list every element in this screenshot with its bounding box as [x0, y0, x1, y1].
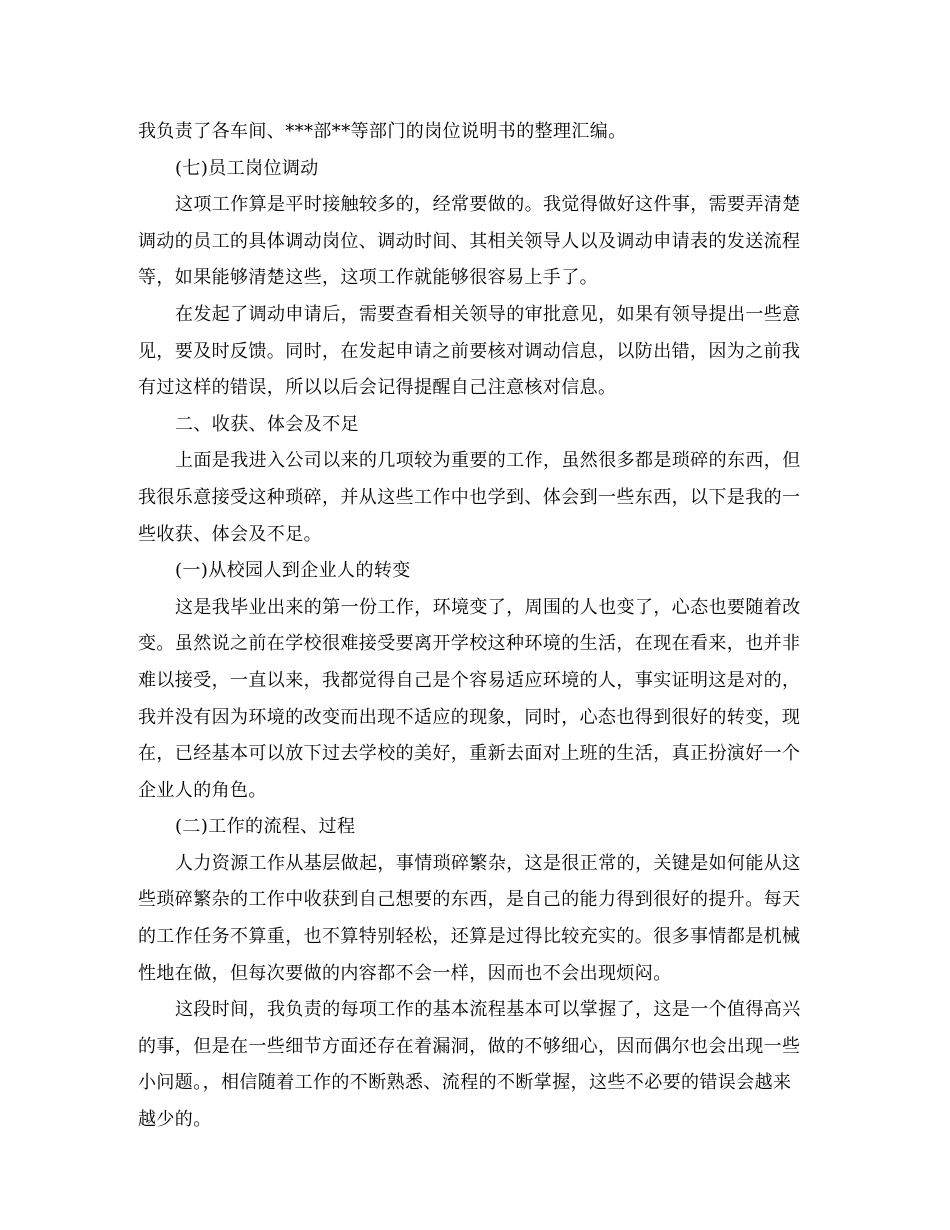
text-line: 性地在做，但每次要做的内容都不会一样，因而也不会出现烦闷。 — [138, 962, 672, 984]
text-line: (二)工作的流程、过程 — [175, 816, 356, 838]
text-line: 些收获、体会及不足。 — [138, 523, 322, 545]
text-line: 在发起了调动申请后，需要查看相关领导的审批意见，如果有领导提出一些意 — [175, 303, 801, 325]
text-line: 在，已经基本可以放下过去学校的美好，重新去面对上班的生活，真正扮演好一个 — [138, 743, 801, 765]
text-line: 些琐碎繁杂的工作中收获到自己想要的东西，是自己的能力得到很好的提升。每天 — [138, 889, 801, 911]
text-line: 见，要及时反馈。同时，在发起申请之前要核对调动信息，以防出错，因为之前我 — [138, 340, 801, 362]
document-body — [138, 114, 814, 1139]
text-line: 有过这样的错误，所以以后会记得提醒自己注意核对信息。 — [138, 377, 617, 399]
text-line: 变。虽然说之前在学校很难接受要离开学校这种环境的生活，在现在看来，也并非 — [138, 633, 801, 655]
text-line: 这项工作算是平时接触较多的，经常要做的。我觉得做好这件事，需要弄清楚 — [175, 194, 801, 216]
text-line: 调动的员工的具体调动岗位、调动时间、其相关领导人以及调动申请表的发送流程 — [138, 230, 801, 252]
text-line: 等，如果能够清楚这些，这项工作就能够很容易上手了。 — [138, 267, 598, 289]
text-line: 这是我毕业出来的第一份工作，环境变了，周围的人也变了，心态也要随着改 — [175, 596, 801, 618]
text-line: 这段时间，我负责的每项工作的基本流程基本可以掌握了，这是一个值得高兴 — [175, 999, 801, 1021]
text-line: 难以接受，一直以来，我都觉得自己是个容易适应环境的人，事实证明这是对的， — [138, 669, 801, 691]
text-line: 我并没有因为环境的改变而出现不适应的现象，同时，心态也得到很好的转变，现 — [138, 706, 801, 728]
text-line: 人力资源工作从基层做起，事情琐碎繁杂，这是很正常的，关键是如何能从这 — [175, 852, 801, 874]
text-line: 上面是我进入公司以来的几项较为重要的工作，虽然很多都是琐碎的东西，但 — [175, 450, 801, 472]
text-line: 小问题。，相信随着工作的不断熟悉、流程的不断掌握，这些不必要的错误会越来 — [138, 1072, 792, 1094]
text-line: 企业人的角色。 — [138, 779, 267, 801]
text-line: 二、收获、体会及不足 — [175, 413, 359, 435]
text-line: 越少的。 — [138, 1109, 212, 1131]
text-line: 的工作任务不算重，也不算特别轻松，还算是过得比较充实的。很多事情都是机械 — [138, 926, 801, 948]
text-line: (一)从校园人到企业人的转变 — [175, 560, 411, 582]
text-line: (七)员工岗位调动 — [175, 157, 319, 179]
text-line: 我负责了各车间、***部**等部门的岗位说明书的整理汇编。 — [138, 121, 627, 142]
text-line: 的事，但是在一些细节方面还存在着漏洞，做的不够细心，因而偶尔也会出现一些 — [138, 1035, 801, 1057]
text-line: 我很乐意接受这种琐碎，并从这些工作中也学到、体会到一些东西，以下是我的一 — [138, 486, 801, 508]
